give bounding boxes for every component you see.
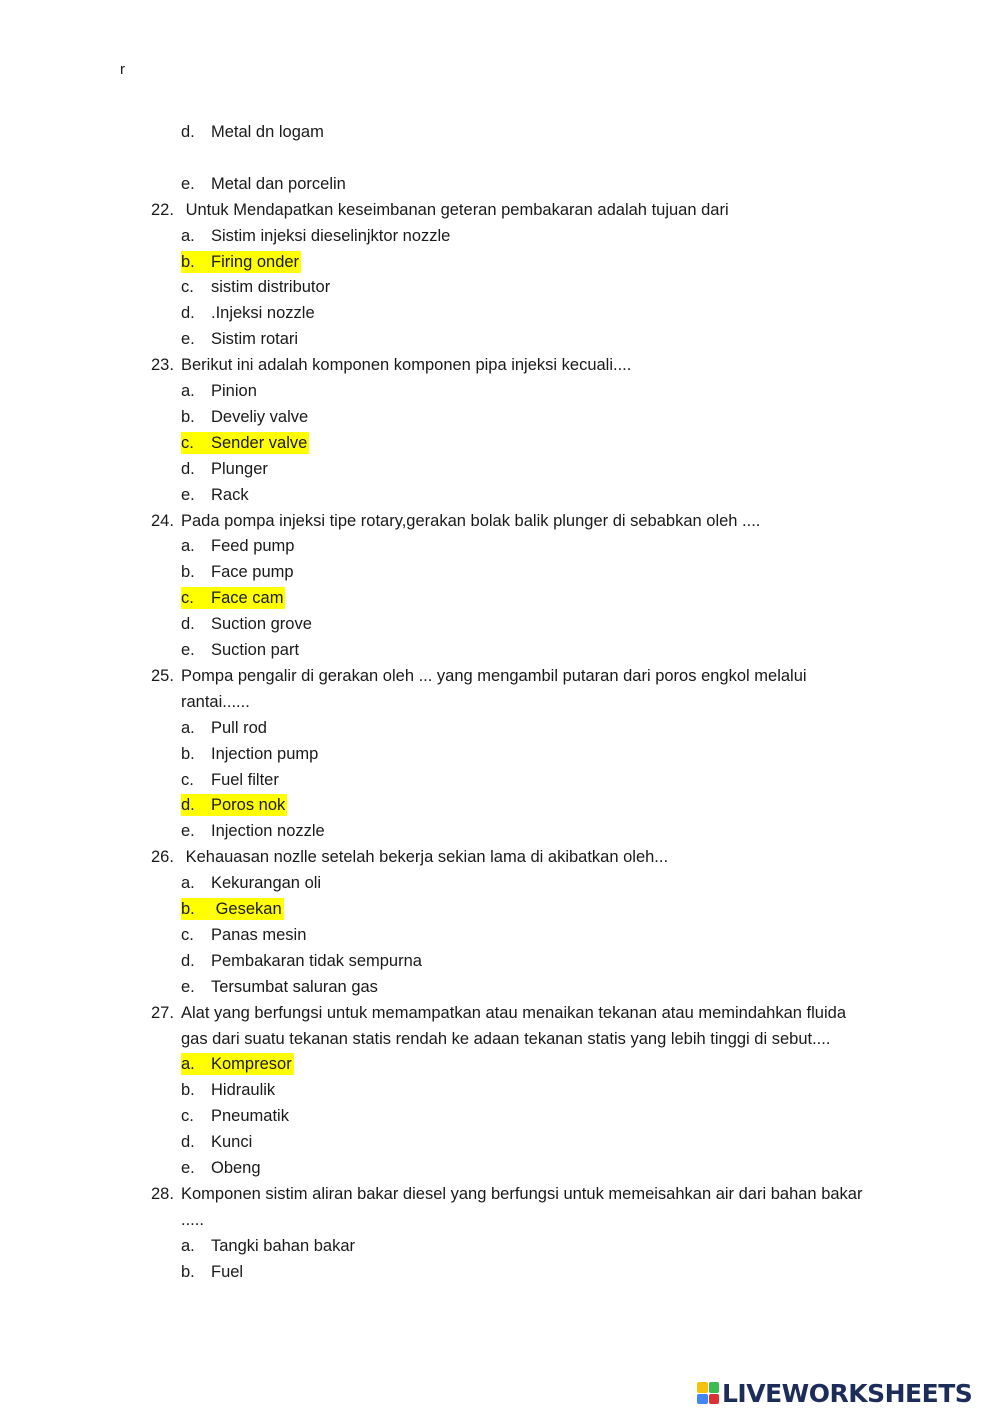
option-item-answer bbox=[181, 898, 284, 920]
logo-square-icon bbox=[709, 1382, 720, 1393]
question-text: Untuk Mendapatkan keseimbanan geteran pembakaran adalah tujuan dari bbox=[181, 200, 729, 219]
option-item bbox=[181, 639, 301, 661]
option-item bbox=[181, 613, 314, 635]
option-text: Fuel filter bbox=[211, 770, 279, 789]
option-letter: e. bbox=[181, 330, 195, 349]
option-letter: a. bbox=[181, 226, 195, 245]
option-letter: a. bbox=[181, 874, 195, 893]
logo-square-icon bbox=[709, 1394, 720, 1405]
question-24 bbox=[151, 510, 760, 532]
option-item bbox=[181, 1131, 254, 1153]
option-letter: a. bbox=[181, 382, 195, 400]
option-item bbox=[181, 976, 380, 998]
question-text: Alat yang berfungsi untuk memampatkan atau menaikan tekanan atau memindahkan fluida bbox=[181, 1003, 846, 1022]
option-text: Pneumatik bbox=[211, 1107, 289, 1126]
option-item bbox=[181, 1235, 357, 1257]
option-item bbox=[181, 1261, 245, 1283]
option-item bbox=[181, 458, 270, 480]
option-item-answer bbox=[181, 794, 287, 816]
question-number: 28. bbox=[151, 1184, 174, 1203]
option-text: Gesekan bbox=[211, 900, 282, 918]
option-item bbox=[181, 406, 310, 428]
question-text: Berikut ini adalah komponen komponen pipa injeksi kecuali.... bbox=[181, 356, 632, 375]
option-text: Rack bbox=[211, 485, 249, 504]
option-item bbox=[181, 769, 281, 791]
option-text: Face pump bbox=[211, 563, 294, 582]
option-letter: c. bbox=[181, 770, 194, 789]
question-text: ..... bbox=[181, 1210, 204, 1229]
option-text: Plunger bbox=[211, 459, 268, 478]
liveworksheets-logo bbox=[697, 1377, 972, 1409]
option-letter: d. bbox=[181, 615, 195, 634]
option-letter: d. bbox=[181, 123, 195, 141]
option-text: Metal dn logam bbox=[211, 123, 324, 141]
option-letter: b. bbox=[181, 1262, 195, 1281]
option-item bbox=[181, 717, 269, 739]
option-item bbox=[181, 820, 327, 842]
option-letter: c. bbox=[181, 1107, 194, 1126]
option-text: Injection pump bbox=[211, 744, 319, 763]
question-number: 25. bbox=[151, 666, 174, 685]
option-text: Hidraulik bbox=[211, 1081, 276, 1100]
option-text: Suction part bbox=[211, 641, 300, 659]
option-item bbox=[181, 302, 317, 324]
option-letter: b. bbox=[181, 563, 195, 582]
option-letter: a. bbox=[181, 537, 195, 556]
option-letter: d. bbox=[181, 1133, 195, 1152]
option-letter: a. bbox=[181, 718, 195, 737]
option-text: Poros nok bbox=[211, 796, 286, 815]
option-item bbox=[181, 950, 424, 972]
option-letter: e. bbox=[181, 1159, 195, 1177]
option-letter: d. bbox=[181, 951, 195, 970]
option-letter: e. bbox=[181, 977, 195, 996]
option-letter: a. bbox=[181, 1236, 195, 1255]
option-text: Fuel bbox=[211, 1262, 244, 1281]
option-text: Tangki bahan bakar bbox=[211, 1236, 356, 1255]
option-letter: b. bbox=[181, 252, 195, 271]
stray-character: r bbox=[120, 61, 125, 78]
question-number: 27. bbox=[151, 1003, 174, 1022]
question-23 bbox=[151, 354, 631, 376]
question-text: Komponen sistim aliran bakar diesel yang berfungsi untuk memeisahkan air dari bahan bakar bbox=[181, 1184, 863, 1203]
option-letter: b. bbox=[181, 407, 195, 426]
option-letter: b. bbox=[181, 1081, 195, 1100]
option-text: Sistim injeksi dieselinjktor nozzle bbox=[211, 226, 451, 245]
option-item-answer bbox=[181, 432, 309, 454]
question-text-continued bbox=[181, 691, 250, 713]
question-26 bbox=[151, 846, 668, 868]
question-text: rantai...... bbox=[181, 692, 250, 711]
option-text: Metal dan porcelin bbox=[211, 174, 346, 193]
option-text: Panas mesin bbox=[211, 925, 307, 944]
question-22 bbox=[151, 199, 729, 221]
option-text: Kekurangan oli bbox=[211, 874, 322, 893]
option-item bbox=[181, 225, 452, 247]
option-letter: e. bbox=[181, 485, 195, 504]
option-letter: b. bbox=[181, 900, 195, 918]
option-letter: c. bbox=[181, 589, 194, 608]
option-item bbox=[181, 276, 332, 298]
question-text: Kehauasan nozlle setelah bekerja sekian lama di akibatkan oleh... bbox=[181, 848, 669, 867]
option-text: Feed pump bbox=[211, 537, 295, 556]
option-item bbox=[181, 535, 296, 557]
option-item bbox=[181, 484, 251, 506]
option-text: .Injeksi nozzle bbox=[211, 304, 315, 323]
option-item bbox=[181, 561, 296, 583]
question-27 bbox=[151, 1002, 846, 1024]
option-letter: d. bbox=[181, 796, 195, 815]
question-text: Pompa pengalir di gerakan oleh ... yang mengambil putaran dari poros engkol melalui bbox=[181, 666, 807, 685]
option-letter: c. bbox=[181, 433, 194, 452]
logo-mark-icon bbox=[697, 1382, 719, 1404]
option-item bbox=[181, 380, 259, 402]
option-letter: e. bbox=[181, 822, 195, 841]
option-item bbox=[181, 1105, 291, 1127]
logo-text: LIVEWORKSHEETS bbox=[722, 1378, 973, 1408]
option-text: Pinion bbox=[211, 382, 257, 400]
option-text: Pull rod bbox=[211, 718, 267, 737]
option-item bbox=[181, 1157, 263, 1179]
option-item bbox=[181, 328, 300, 350]
option-item bbox=[181, 872, 323, 894]
question-text: Pada pompa injeksi tipe rotary,gerakan bolak balik plunger di sebabkan oleh .... bbox=[181, 511, 761, 530]
option-item-answer bbox=[181, 251, 301, 273]
option-text: Obeng bbox=[211, 1159, 261, 1177]
option-item bbox=[181, 173, 348, 195]
question-25 bbox=[151, 665, 807, 687]
option-text: Kompresor bbox=[211, 1055, 292, 1074]
question-text-continued bbox=[181, 1028, 830, 1050]
question-number: 22. bbox=[151, 200, 174, 219]
option-letter: b. bbox=[181, 744, 195, 763]
option-text: Suction grove bbox=[211, 615, 312, 634]
option-text: Sender valve bbox=[211, 433, 308, 452]
logo-square-icon bbox=[697, 1382, 708, 1393]
option-letter: e. bbox=[181, 174, 195, 193]
option-text: sistim distributor bbox=[211, 278, 331, 297]
option-letter: a. bbox=[181, 1055, 195, 1074]
logo-square-icon bbox=[697, 1394, 708, 1405]
option-text: Pembakaran tidak sempurna bbox=[211, 951, 422, 970]
option-item bbox=[181, 1079, 277, 1101]
question-number: 26. bbox=[151, 848, 174, 867]
option-text: Sistim rotari bbox=[211, 330, 299, 349]
option-letter: d. bbox=[181, 459, 195, 478]
option-letter: c. bbox=[181, 278, 194, 297]
question-number: 24. bbox=[151, 511, 174, 530]
option-item bbox=[181, 924, 308, 946]
question-text-continued bbox=[181, 1209, 204, 1231]
option-letter: d. bbox=[181, 304, 195, 323]
option-text: Firing onder bbox=[211, 252, 300, 271]
option-letter: c. bbox=[181, 925, 194, 944]
option-text: Kunci bbox=[211, 1133, 253, 1152]
option-text: Develiy valve bbox=[211, 407, 309, 426]
option-item bbox=[181, 121, 326, 143]
option-text: Injection nozzle bbox=[211, 822, 325, 841]
option-text: Face cam bbox=[211, 589, 284, 608]
option-item-answer bbox=[181, 1053, 294, 1075]
option-item bbox=[181, 743, 320, 765]
option-item-answer bbox=[181, 587, 285, 609]
question-number: 23. bbox=[151, 356, 174, 375]
option-text: Tersumbat saluran gas bbox=[211, 977, 378, 996]
question-28 bbox=[151, 1183, 862, 1205]
question-text: gas dari suatu tekanan statis rendah ke adaan tekanan statis yang lebih tinggi di sebut.... bbox=[181, 1029, 831, 1048]
option-letter: e. bbox=[181, 641, 195, 659]
